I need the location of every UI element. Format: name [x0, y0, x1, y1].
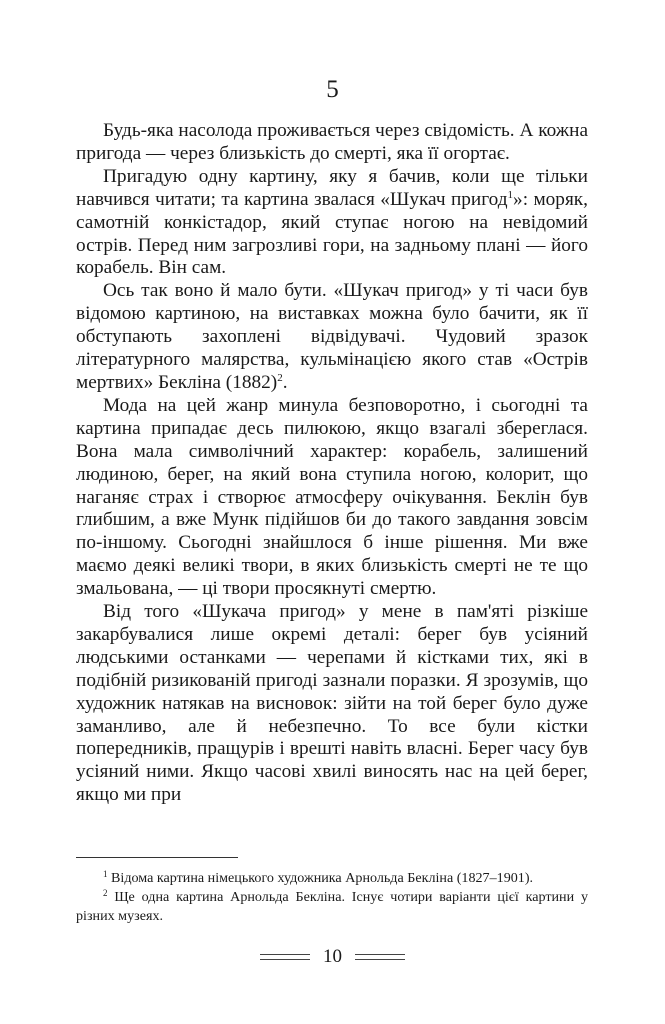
- paragraph: Мода на цей жанр минула безповоротно, і сьогодні та картина припадає десь пилюкою, якщо взагалі збереглася. Вона мала символічний характер: корабель, залишений людиною, берег, на який вона ступила ногою, колорит, що наганяє страх і створює атмосферу очікування. Беклін був глибшим, а вже Мунк підійшов би до такого завдання зовсім по-іншому. Сьогодні знайшлося б інше рішення. Ми вже маємо деякі великі твори, в яких близькість смерті не те що змальована, — ці твори просякнуті смертю.: [76, 394, 588, 600]
- paragraph-text: »: моряк, самотній конкістадор, який ступає ногою на невідомий острів. Перед ним загрозливі гори, на задньому плані — його корабель. Він сам.: [76, 188, 588, 279]
- footnote: [76, 869, 588, 888]
- footnote-mark: 2: [103, 888, 108, 898]
- footnote-reference: 2: [277, 371, 283, 384]
- footnote-mark: 1: [103, 869, 108, 879]
- folio-rule-left: [260, 954, 310, 960]
- footnote: [76, 888, 588, 926]
- chapter-number: 5: [326, 76, 339, 103]
- paragraph: [76, 280, 588, 395]
- footnote-reference: 1: [507, 188, 514, 201]
- footnote-text: Відома картина німецького художника Арнольда Бекліна (1827–1901).: [107, 870, 534, 886]
- page-footer: [0, 945, 665, 969]
- body-text: [76, 120, 588, 807]
- folio-rule-right: [355, 954, 405, 960]
- paragraph-text: Ось так воно й мало бути. «Шукач пригод» у ті часи був відомою картиною, на виставках можна було бачити, як її обступають захоплені відвідувачі. Чудовий зразок літературного малярства, кульмінацією якого став «Острів мертвих» Бекліна (1882): [76, 280, 588, 393]
- footnotes: [76, 869, 588, 926]
- paragraph: Будь-яка насолода проживається через свідомість. А кожна пригода — через близькість до смерті, яка її огортає.: [76, 120, 588, 164]
- paragraph: Від того «Шукача пригод» у мене в пам'яті різкіше закарбувалися лише окремі деталі: берег був усіяний людськими останками — черепами й кістками тих, які в подібній ризикованій пригоді зазнали поразки. Я зрозумів, що художник натякав на висновок: зійти на той берег було дуже заманливо, але й небезпечно. То все були кістки попередників, пращурів і врешті навіть власні. Берег часу був усіяний ними. Якщо часові хвилі виносять нас на цей берег, якщо ми при: [76, 601, 588, 806]
- footnote-text: Ще одна картина Арнольда Бекліна. Існує чотири варіанти цієї картини у різних музеях.: [76, 889, 588, 924]
- page-number: 10: [323, 946, 342, 967]
- paragraph: [76, 166, 588, 281]
- footnote-divider: [76, 857, 238, 858]
- paragraph-text: Пригадую одну картину, яку я бачив, коли ще тільки навчився читати; та картина звалася «Шукач пригод: [76, 165, 588, 210]
- paragraph-text: .: [282, 371, 288, 393]
